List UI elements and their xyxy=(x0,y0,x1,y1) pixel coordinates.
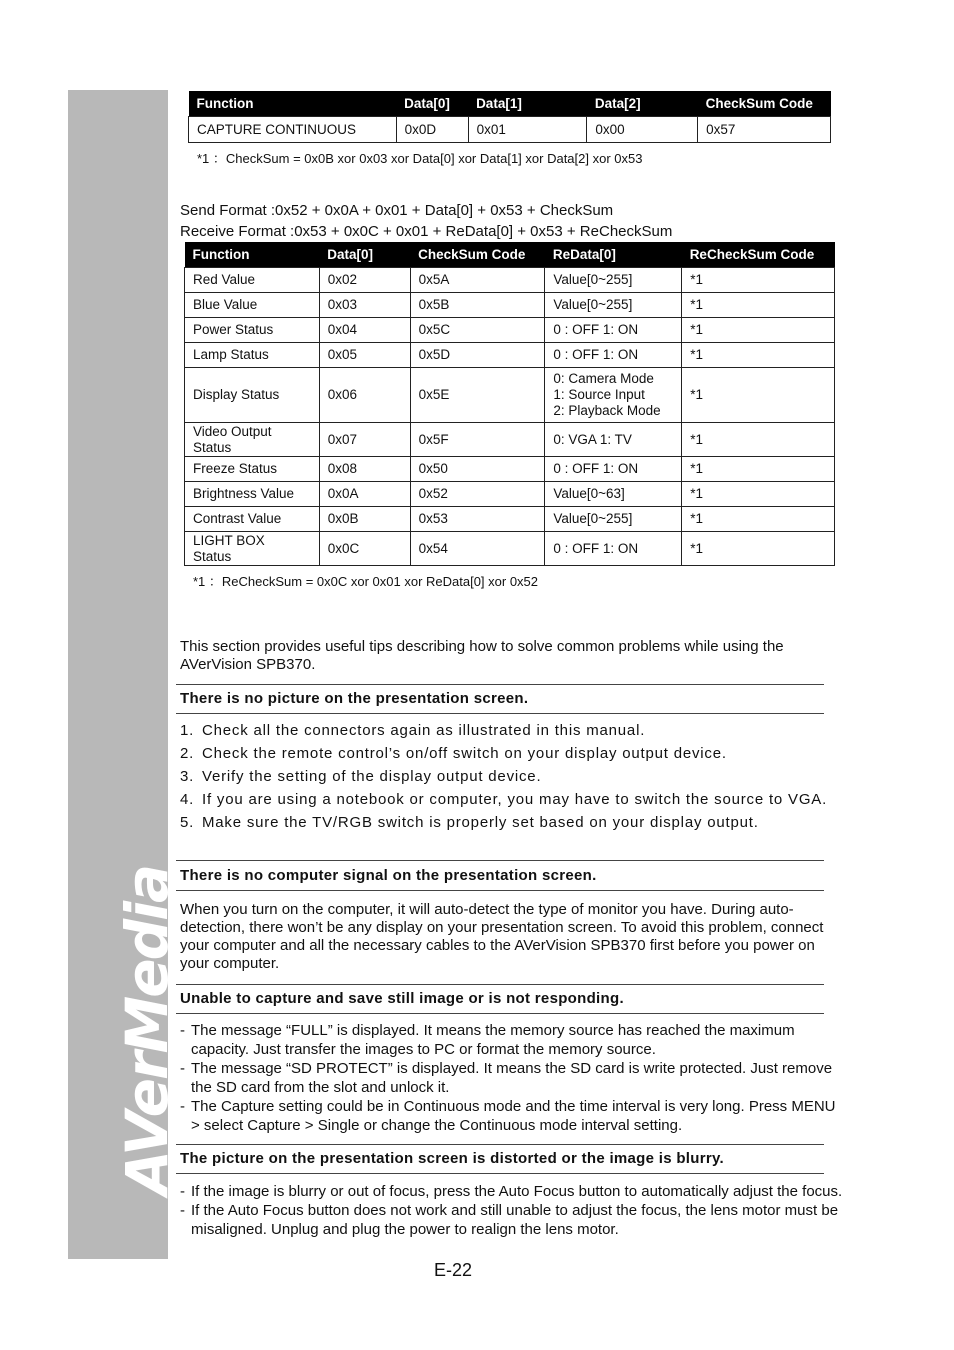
capture-bullets xyxy=(180,1021,845,1135)
list-item: 5. Make sure the TV/RGB switch is properly set based on your display output. xyxy=(180,814,759,831)
rechecksum-note: *1 ：ReCheckSum = 0x0C xor 0x01 xor ReData[0] xor 0x52 xyxy=(193,574,539,589)
table-cell: Red Value xyxy=(185,268,320,293)
table-header: Data[1] xyxy=(468,91,587,117)
table-cell: Display Status xyxy=(185,368,320,423)
section-heading-capture: Unable to capture and save still image or is not responding. xyxy=(176,984,824,1014)
table-row xyxy=(185,423,835,457)
table-cell: Contrast Value xyxy=(185,507,320,532)
table-cell: *1 xyxy=(682,343,835,368)
table-cell: 0x04 xyxy=(319,318,410,343)
avermedia-logo: AVerMedia xyxy=(113,865,181,1195)
table-cell: 0x5B xyxy=(410,293,545,318)
table-cell: Video Output Status xyxy=(185,423,320,457)
table-cell: 0x0B xyxy=(319,507,410,532)
list-item: 2. Check the remote control’s on/off switch on your display output device. xyxy=(180,745,727,762)
table-cell: 0x0A xyxy=(319,482,410,507)
table-cell: 0x50 xyxy=(410,457,545,482)
table-cell: *1 xyxy=(682,268,835,293)
table-cell: Power Status xyxy=(185,318,320,343)
table-cell: Freeze Status xyxy=(185,457,320,482)
status-query-table xyxy=(184,242,835,566)
table-cell: 0 : OFF 1: ON xyxy=(545,343,682,368)
section-heading-no-picture: There is no picture on the presentation screen. xyxy=(176,684,824,714)
no-signal-paragraph: When you turn on the computer, it will auto-detect the type of monitor you have. During auto-detection, there won’t be any display on your presentation screen. To avoid this problem, connect your computer and all the necessary cables to the AVerVision SPB370 first before you power on your computer. xyxy=(180,901,824,972)
table-cell: CAPTURE CONTINUOUS xyxy=(189,117,397,143)
page-number: E-22 xyxy=(434,1260,473,1280)
table-cell: 0x5C xyxy=(410,318,545,343)
table-cell: 0x57 xyxy=(698,117,831,143)
table-cell: 0x53 xyxy=(410,507,545,532)
table-row xyxy=(185,343,835,368)
list-item: - The message “SD PROTECT” is displayed. It means the SD card is write protected. Just remove the SD card from the slot and unlock it. xyxy=(180,1060,833,1096)
list-item: - The message “FULL” is displayed. It means the memory source has reached the maximum capacity. Just transfer the images to PC or format the memory source. xyxy=(180,1022,795,1058)
table-cell: Value[0~63] xyxy=(545,482,682,507)
table-cell: 0 : OFF 1: ON xyxy=(545,318,682,343)
table-cell: 0x03 xyxy=(319,293,410,318)
table-cell: Blue Value xyxy=(185,293,320,318)
table-cell: 0 : OFF 1: ON xyxy=(545,457,682,482)
table-header: Data[0] xyxy=(319,242,410,268)
section-heading-no-signal: There is no computer signal on the presentation screen. xyxy=(176,860,824,891)
table-header: Data[2] xyxy=(587,91,698,117)
table-cell: *1 xyxy=(682,368,835,423)
table-cell: 0x07 xyxy=(319,423,410,457)
table-cell: 0x06 xyxy=(319,368,410,423)
table-row xyxy=(185,368,835,423)
table-cell: *1 xyxy=(682,318,835,343)
table-header: ReCheckSum Code xyxy=(682,242,835,268)
list-item: 3. Verify the setting of the display output device. xyxy=(180,768,542,785)
table-cell: Value[0~255] xyxy=(545,507,682,532)
table-header: CheckSum Code xyxy=(698,91,831,117)
table-header: Function xyxy=(185,242,320,268)
table-header: Data[0] xyxy=(396,91,468,117)
blurry-bullets xyxy=(180,1182,845,1239)
table-cell: *1 xyxy=(682,532,835,566)
table-row xyxy=(189,117,831,143)
receive-format: Receive Format :0x53 + 0x0C + 0x01 + ReData[0] + 0x53 + ReCheckSum xyxy=(180,223,673,240)
table-cell: 0x05 xyxy=(319,343,410,368)
intro-paragraph: This section provides useful tips describing how to solve common problems while using the AVerVision SPB370. xyxy=(180,638,784,673)
list-item: - If the Auto Focus button does not work and still unable to adjust the focus, the lens motor must be misaligned. Unplug and plug the power to realign the lens motor. xyxy=(180,1202,839,1238)
table-row xyxy=(185,318,835,343)
no-picture-steps xyxy=(180,722,830,837)
table-cell: 0x0C xyxy=(319,532,410,566)
table-cell: 0x5F xyxy=(410,423,545,457)
table-cell: Brightness Value xyxy=(185,482,320,507)
list-item: 1. Check all the connectors again as illustrated in this manual. xyxy=(180,722,646,739)
list-item: - The Capture setting could be in Continuous mode and the time interval is very long. Press MENU > select Capture > Single or change the Continuous mode interval setting. xyxy=(180,1098,836,1134)
table-cell: *1 xyxy=(682,457,835,482)
table-cell: Value[0~255] xyxy=(545,268,682,293)
table-cell: Lamp Status xyxy=(185,343,320,368)
table-row xyxy=(185,482,835,507)
table-cell: *1 xyxy=(682,507,835,532)
table-row xyxy=(185,507,835,532)
capture-continuous-table xyxy=(188,91,831,143)
table-cell: 0x0D xyxy=(396,117,468,143)
table-cell: 0x02 xyxy=(319,268,410,293)
table-row xyxy=(185,268,835,293)
table-cell: LIGHT BOX Status xyxy=(185,532,320,566)
table-cell: *1 xyxy=(682,423,835,457)
table-cell: 0: Camera Mode 1: Source Input 2: Playback Mode xyxy=(545,368,682,423)
table-cell: 0 : OFF 1: ON xyxy=(545,532,682,566)
table-cell: Value[0~255] xyxy=(545,293,682,318)
table-cell: 0x54 xyxy=(410,532,545,566)
table-header: CheckSum Code xyxy=(410,242,545,268)
table-row xyxy=(185,457,835,482)
table-header: Function xyxy=(189,91,397,117)
table-cell: 0x52 xyxy=(410,482,545,507)
list-item: 4. If you are using a notebook or computer, you may have to switch the source to VGA. xyxy=(180,791,828,808)
table-cell: 0x01 xyxy=(468,117,587,143)
table-cell: 0x5E xyxy=(410,368,545,423)
send-format: Send Format :0x52 + 0x0A + 0x01 + Data[0] + 0x53 + CheckSum xyxy=(180,202,614,219)
table-cell: 0: VGA 1: TV xyxy=(545,423,682,457)
section-heading-blurry: The picture on the presentation screen is distorted or the image is blurry. xyxy=(176,1144,824,1174)
table-cell: 0x5A xyxy=(410,268,545,293)
checksum-note: *1 ：CheckSum = 0x0B xor 0x03 xor Data[0] xor Data[1] xor Data[2] xor 0x53 xyxy=(197,151,643,166)
table-cell: *1 xyxy=(682,482,835,507)
table-cell: 0x00 xyxy=(587,117,698,143)
table-header: ReData[0] xyxy=(545,242,682,268)
table-cell: 0x5D xyxy=(410,343,545,368)
table-row xyxy=(185,293,835,318)
table-row xyxy=(185,532,835,566)
table-cell: *1 xyxy=(682,293,835,318)
list-item: - If the image is blurry or out of focus, press the Auto Focus button to automatically adjust the focus. xyxy=(180,1183,843,1200)
table-cell: 0x08 xyxy=(319,457,410,482)
